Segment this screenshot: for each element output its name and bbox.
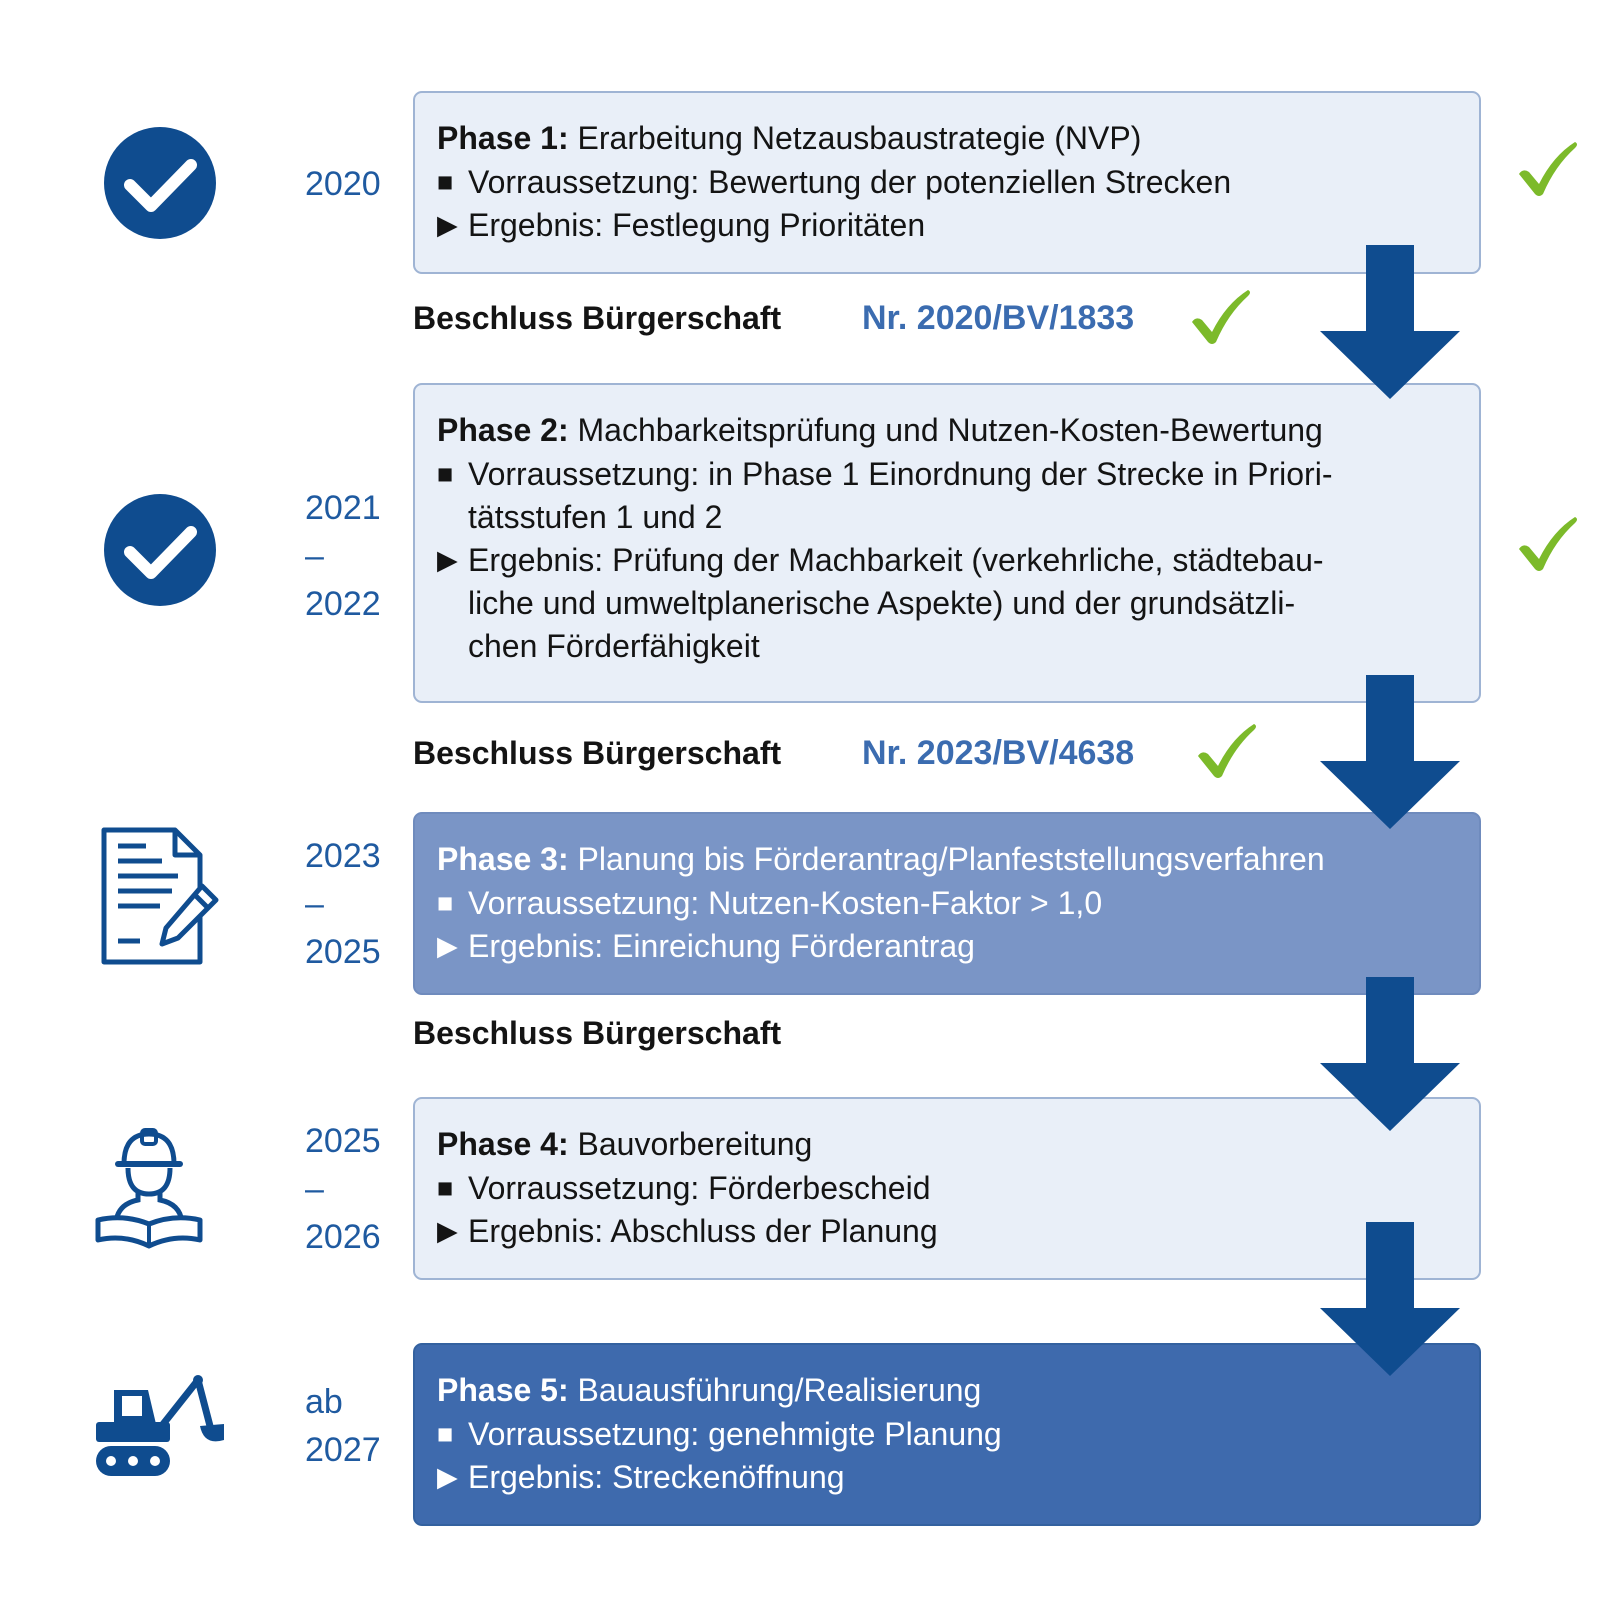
construction-worker-icon xyxy=(94,1128,204,1250)
phase-3-box xyxy=(413,812,1481,995)
result-line: ▶ Ergebnis: Einreichung Förderantrag xyxy=(437,925,1459,968)
down-arrow-icon xyxy=(1320,675,1460,829)
result-line: ▶ Ergebnis: Prüfung der Machbarkeit (verkehrliche, städtebau- liche und umweltplanerische Aspekte) und der grundsätzli- chen Förderfähigkeit xyxy=(437,539,1459,668)
decision-label-1: Beschluss Bürgerschaft xyxy=(413,300,782,336)
prerequisite-line: ■ Vorraussetzung: Bewertung der potenziellen Strecken xyxy=(437,161,1459,204)
check-icon xyxy=(1517,140,1579,198)
year-label-phase-3: 2023 – 2025 xyxy=(305,837,381,971)
square-bullet-icon: ■ xyxy=(437,459,454,489)
square-bullet-icon: ■ xyxy=(437,1419,454,1449)
checkmark-circle-icon xyxy=(104,494,216,606)
square-bullet-icon: ■ xyxy=(437,167,454,197)
decision-number-2: Nr. 2023/BV/4638 xyxy=(862,734,1135,772)
phase-2-box xyxy=(413,383,1481,703)
down-arrow-icon xyxy=(1320,1222,1460,1376)
prerequisite-line: ■ Vorraussetzung: Förderbescheid xyxy=(437,1167,1459,1210)
year-label-phase-4: 2025 – 2026 xyxy=(305,1122,381,1256)
triangle-bullet-icon: ▶ xyxy=(437,1462,458,1492)
phase-title: Phase 3: Planung bis Förderantrag/Planfeststellungsverfahren xyxy=(437,841,1325,877)
check-icon xyxy=(1196,722,1258,780)
result-line: ▶ Ergebnis: Festlegung Prioritäten xyxy=(437,204,1459,247)
prerequisite-line: ■ Vorraussetzung: Nutzen-Kosten-Faktor > 1,0 xyxy=(437,882,1459,925)
square-bullet-icon: ■ xyxy=(437,1173,454,1203)
excavator-icon xyxy=(94,1372,230,1478)
down-arrow-icon xyxy=(1320,977,1460,1131)
phase-title: Phase 4: Bauvorbereitung xyxy=(437,1126,813,1162)
square-bullet-icon: ■ xyxy=(437,888,454,918)
prerequisite-line: ■ Vorraussetzung: in Phase 1 Einordnung der Strecke in Priori- tätsstufen 1 und 2 xyxy=(437,453,1459,539)
result-line: ▶ Ergebnis: Streckenöffnung xyxy=(437,1456,1459,1499)
decision-label-3: Beschluss Bürgerschaft xyxy=(413,1015,782,1051)
year-label-phase-5: ab 2027 xyxy=(305,1383,381,1469)
phase-title: Phase 5: Bauausführung/Realisierung xyxy=(437,1372,982,1408)
check-icon xyxy=(1517,515,1579,573)
down-arrow-icon xyxy=(1320,245,1460,399)
prerequisite-line: ■ Vorraussetzung: genehmigte Planung xyxy=(437,1413,1459,1456)
year-label-phase-2: 2021 – 2022 xyxy=(305,489,381,623)
triangle-bullet-icon: ▶ xyxy=(437,210,458,240)
triangle-bullet-icon: ▶ xyxy=(437,545,458,575)
decision-number-1: Nr. 2020/BV/1833 xyxy=(862,299,1135,337)
phase-title: Phase 2: Machbarkeitsprüfung und Nutzen-Kosten-Bewertung xyxy=(437,412,1323,448)
year-label-phase-1: 2020 xyxy=(305,165,381,203)
triangle-bullet-icon: ▶ xyxy=(437,931,458,961)
triangle-bullet-icon: ▶ xyxy=(437,1216,458,1246)
document-pen-icon xyxy=(100,826,224,966)
check-icon xyxy=(1190,288,1252,346)
phase-title: Phase 1: Erarbeitung Netzausbaustrategie (NVP) xyxy=(437,120,1142,156)
result-line: ▶ Ergebnis: Abschluss der Planung xyxy=(437,1210,1459,1253)
decision-label-2: Beschluss Bürgerschaft xyxy=(413,735,782,771)
checkmark-circle-icon xyxy=(104,127,216,239)
